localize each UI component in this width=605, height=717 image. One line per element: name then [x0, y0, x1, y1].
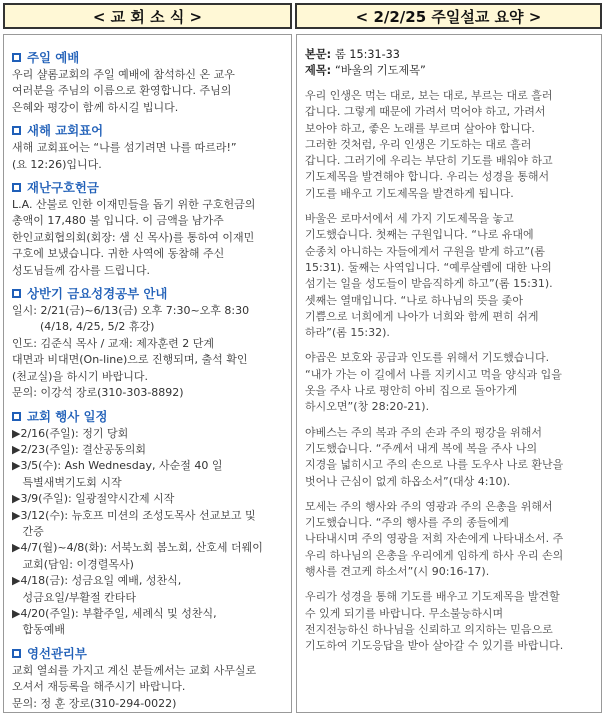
sermon-paragraph: 모세는 주의 행사와 주의 영광과 주의 은총을 위해서 기도했습니다. “주의 행사를 주의 종들에게 나타내시며 주의 영광을 저희 자손에게 나타내소서. 주 우리 하나님의 은총을 우리에게 임하게 하사 우리 손의 행사를 견고케 하소서”(시 90:16-17).	[305, 499, 564, 579]
worship-section	[12, 49, 285, 116]
section-title: 주일 예배	[27, 50, 80, 65]
section-title: 교회 행사 일정	[27, 408, 108, 424]
schedule-item: ▶3/9(주일): 일광절약시간제 시작	[12, 492, 175, 506]
sermon-paragraph: 우리가 성경을 통해 기도를 배우고 기도제목을 발견할 수 있게 되기를 바랍니다. 무소불능하시며 전지전능하신 하나님을 신뢰하고 의지하는 믿음으로 기도하여 기도응답을 받아 살아갈 수 있기를 바랍니다.	[305, 590, 564, 653]
schedule-item: ▶3/12(수): 뉴호프 미션의 조성도목사 선교보고 및 간증	[12, 508, 256, 538]
title-line	[305, 63, 595, 79]
sermon-summary-header: < 2/2/25 주일설교 요약 >	[295, 3, 602, 29]
schedule-section	[12, 408, 285, 639]
motto-section	[12, 122, 285, 173]
square-bullet-icon	[12, 649, 21, 658]
worship-text: 우리 샬롬교회의 주일 예배에 참석하신 온 교우 여러분을 주님의 이름으로 환영합니다. 주님의 은혜와 평강이 함께 하시길 빕니다.	[12, 68, 235, 114]
scripture-label: 본문:	[305, 48, 332, 61]
section-title: 재난구호헌금	[27, 180, 99, 196]
church-news-column	[3, 34, 292, 713]
schedule-item: ▶4/7(월)~4/8(화): 서북노회 봄노회, 산호세 더웨이 교회(담임: 이경렬목사)	[12, 541, 263, 571]
motto-text: 새해 교회표어는 “나를 섬기려면 나를 따르라!” (요 12:26)입니다.	[12, 141, 237, 171]
spiritual-text: 교회 열쇠를 가지고 계신 분들께서는 교회 사무실로 오셔서 재등록을 해주시기 바랍니다. 문의: 정 훈 장로(310-294-0022)	[12, 663, 257, 710]
sermon-paragraph: 우리 인생은 먹는 대로, 보는 대로, 부르는 대로 흘러 갑니다. 그렇게 때문에 가려서 먹어야 하고, 가려서 보아야 하고, 좋은 노래를 부르며 살아야 합니다. 그러한 것처럼, 우리 인생은 기도하는 대로 흘러 갑니다. 그러기에 우리는 부단히 기도를 배워야 하고 기도제목을 발견해야 합니다. 우리는 성경을 통해서 기도를 배우고 기도제목을 발견하게 됩니다.	[305, 89, 553, 200]
sermon-paragraph: 바울은 로마서에서 세 가지 기도제목을 놓고 기도했습니다. 첫째는 구원입니다. “나로 유대에 순종치 아니하는 자들에게서 구원을 받게 하고”(롬 15:31). 둘째는 사역입니다. “예루살렘에 대한 나의 섬기는 일을 성도들이 받음직하게 하고”(롬 15:31). 셋째는 열매입니다. “나로 하나님의 뜻을 좇아 기쁨으로 너희에게 나아가 너희와 함께 편히 쉬게 하라”(롬 15:32).	[305, 212, 553, 340]
title-label: 제목:	[305, 64, 332, 77]
relief-section	[12, 179, 285, 279]
sermon-paragraph: 야베스는 주의 복과 주의 손과 주의 평강을 위해서 기도했습니다. “주께서 내게 복에 복을 주사 나의 지경을 넓히시고 주의 손으로 나를 도우사 나로 환난을 벗어나 근심이 없게 하옵소서”(대상 4:10).	[305, 425, 564, 488]
square-bullet-icon	[12, 183, 21, 192]
bible-study-text: 일시: 2/21(금)~6/13(금) 오후 7:30~오후 8:30 (4/18, 4/25, 5/2 휴강) 인도: 김준식 목사 / 교재: 제자훈련 2 단계 대면과 비대면(On-line)으로 진행되며, 출석 확인 (천교실)을 하시기 바랍니다. 문의: 이강석 장로(310-303-8892)	[12, 304, 250, 400]
square-bullet-icon	[12, 53, 21, 62]
title-value: “바울의 기도제목”	[335, 64, 426, 77]
schedule-item: ▶4/20(주일): 부활주일, 세례식 및 성찬식, 합동예배	[12, 606, 217, 637]
church-news-header: < 교 회 소 식 >	[3, 3, 292, 29]
sermon-column	[296, 34, 602, 713]
sermon-paragraph: 야곱은 보호와 공급과 인도를 위해서 기도했습니다. “내가 가는 이 길에서 나를 지키시고 먹을 양식과 입을 옷을 주사 나로 평안히 아비 집으로 돌아가게 하시오면”(창 28:20-21).	[305, 351, 562, 414]
section-title: 영선관리부	[27, 645, 87, 661]
relief-text: L.A. 산불로 인한 이재민들을 돕기 위한 구호헌금의 총액이 17,480 불 입니다. 이 금액을 남가주 한인교회협의회(회장: 샘 신 목사)를 통하여 이재민 구호에 보냈습니다. 귀한 사역에 동참해 주신 성도님들께 감사를 드립니다.	[12, 198, 256, 277]
square-bullet-icon	[12, 126, 21, 135]
section-title: 상반기 금요성경공부 안내	[27, 286, 168, 302]
scripture-line	[305, 47, 595, 63]
schedule-item: ▶4/18(금): 성금요일 예배, 성찬식, 성금요일/부활절 칸타타	[12, 574, 182, 604]
scripture-value: 롬 15:31-33	[335, 48, 400, 61]
bible-study-section	[12, 285, 285, 401]
spiritual-section	[12, 645, 285, 712]
square-bullet-icon	[12, 412, 21, 421]
header-row	[3, 3, 602, 29]
schedule-item: ▶3/5(수): Ash Wednesday, 사순절 40 일 특별새벽기도회 시작	[12, 459, 223, 489]
square-bullet-icon	[12, 289, 21, 298]
section-title: 새해 교회표어	[27, 123, 104, 139]
schedule-item: ▶2/23(주일): 결산공동의회	[12, 442, 146, 456]
schedule-item: ▶2/16(주일): 정기 당회	[12, 426, 129, 440]
